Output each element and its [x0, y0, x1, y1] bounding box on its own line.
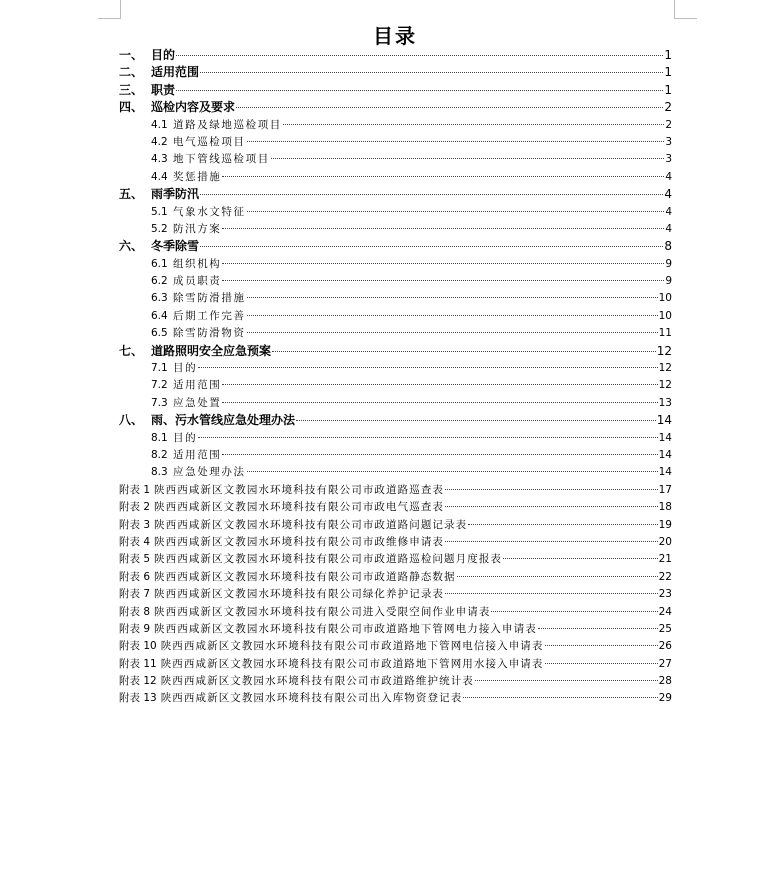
dot-leader [222, 454, 657, 455]
toc-entry[interactable] [119, 186, 672, 203]
toc-entry-number: 附表 11 [119, 657, 157, 670]
toc-entry[interactable] [119, 308, 672, 325]
toc-entry[interactable] [119, 238, 672, 255]
toc-entry-number: 4.2 [151, 135, 168, 148]
dot-leader [247, 211, 665, 212]
toc-entry-text: 成员职责 [173, 275, 222, 288]
toc-page-number: 14 [656, 413, 672, 428]
dot-leader [200, 72, 663, 73]
toc-page-number: 9 [665, 275, 672, 288]
toc-entry-number: 7.2 [151, 379, 168, 392]
toc-entry-label [119, 517, 467, 534]
toc-page-number: 10 [658, 309, 672, 322]
toc-entry-label [151, 221, 221, 238]
dot-leader [247, 141, 665, 142]
dot-leader [200, 246, 663, 247]
dot-leader [283, 124, 664, 125]
toc-entry[interactable] [119, 377, 672, 394]
toc-page-number: 4 [665, 222, 672, 235]
toc-page-number: 19 [658, 518, 672, 531]
toc-entry-number: 七、 [119, 343, 144, 358]
toc-entry-number: 6.1 [151, 257, 168, 270]
toc-entry[interactable] [119, 604, 672, 621]
toc-entry-label [119, 656, 544, 673]
dot-leader [247, 297, 658, 298]
toc-page-number: 12 [658, 379, 672, 392]
toc-entry-text: 陕西西咸新区文教园水环境科技有限公司市政道路地下管网电信接入申请表 [160, 640, 544, 653]
toc-entry-text: 应急处理办法 [173, 466, 246, 479]
toc-entry-text: 陕西西咸新区文教园水环境科技有限公司市政道路静态数据 [154, 570, 456, 583]
toc-entry-text: 目的 [173, 362, 198, 375]
toc-entry-number: 6.5 [151, 327, 168, 340]
toc-entry-text: 地下管线巡检项目 [173, 153, 270, 166]
dot-leader [296, 420, 656, 421]
toc-entry-text: 适用范围 [151, 65, 200, 80]
toc-entry-text: 陕西西咸新区文教园水环境科技有限公司绿化养护记录表 [154, 588, 445, 601]
toc-page-number: 1 [664, 48, 672, 62]
toc-entry-number: 附表 5 [119, 553, 151, 566]
toc-entry-text: 道路照明安全应急预案 [151, 343, 272, 358]
toc-entry-label [119, 343, 271, 360]
toc-entry[interactable] [119, 64, 672, 81]
toc-entry-text: 陕西西咸新区文教园水环境科技有限公司市政道路问题记录表 [154, 518, 468, 531]
toc-entry-label [151, 464, 246, 481]
toc-entry-text: 陕西西咸新区文教园水环境科技有限公司市政道路维护统计表 [160, 675, 474, 688]
toc-page-number: 4 [665, 205, 672, 218]
toc-page-number: 1 [664, 82, 672, 97]
toc-entry-label [151, 377, 221, 394]
toc-entry-label [119, 551, 502, 568]
margin-corner-mark [674, 0, 697, 19]
toc-entry-text: 除雪防滑物资 [173, 327, 246, 340]
toc-entry[interactable] [119, 482, 672, 499]
toc-entry-label [119, 690, 462, 707]
toc-entry[interactable] [119, 204, 672, 221]
toc-entry-text: 冬季除雪 [151, 239, 200, 254]
toc-entry-label [119, 638, 544, 655]
toc-entry[interactable] [119, 290, 672, 307]
dot-leader [247, 315, 658, 316]
toc-entry-number: 附表 1 [119, 483, 151, 496]
toc-entry-label [151, 256, 221, 273]
dot-leader [445, 593, 658, 594]
toc-page-number: 17 [658, 483, 672, 496]
toc-entry-number: 6.3 [151, 292, 168, 305]
toc-entry[interactable] [119, 586, 672, 603]
toc-entry-number: 附表 4 [119, 535, 151, 548]
toc-entry[interactable] [119, 638, 672, 655]
toc-page-number: 12 [658, 362, 672, 375]
toc-entry-text: 雨、污水管线应急处理办法 [151, 413, 296, 428]
dot-leader [545, 663, 658, 664]
toc-title: 目录 [373, 24, 417, 48]
toc-entry-number: 二、 [119, 65, 144, 80]
toc-entry-number: 五、 [119, 187, 144, 202]
toc-page-number: 14 [658, 448, 672, 461]
toc-entry-text: 电气巡检项目 [173, 135, 246, 148]
toc-entry-text: 道路及绿地巡检项目 [173, 118, 282, 131]
toc-entry[interactable] [119, 430, 672, 447]
toc-entry-number: 5.1 [151, 205, 168, 218]
dot-leader [271, 158, 665, 159]
toc-entry[interactable] [119, 534, 672, 551]
toc-page-number: 1 [664, 65, 672, 80]
toc-page-number: 8 [664, 239, 672, 254]
dot-leader [457, 576, 658, 577]
toc-page-number: 25 [658, 622, 672, 635]
toc-entry-label [151, 395, 221, 412]
toc-page-number: 2 [665, 118, 672, 131]
toc-entry-label [151, 290, 246, 307]
toc-entry[interactable] [119, 551, 672, 568]
toc-entry-number: 附表 6 [119, 570, 151, 583]
toc-entry-label [119, 99, 235, 116]
toc-entry[interactable] [119, 395, 672, 412]
dot-leader [198, 437, 657, 438]
toc-entry-number: 附表 3 [119, 518, 151, 531]
toc-entry-number: 6.2 [151, 275, 168, 288]
toc-entry-label [151, 151, 270, 168]
toc-entry[interactable] [119, 169, 672, 186]
toc-entry-text: 雨季防汛 [151, 187, 200, 202]
toc-entry[interactable] [119, 569, 672, 586]
toc-page-number: 26 [658, 640, 672, 653]
toc-entry-label [119, 673, 474, 690]
toc-entry[interactable] [119, 464, 672, 481]
dot-leader [545, 645, 658, 646]
toc-entry[interactable] [119, 673, 672, 690]
toc-entry-text: 陕西西咸新区文教园水环境科技有限公司出入库物资登记表 [160, 692, 463, 705]
toc-entry-number: 4.1 [151, 118, 168, 131]
toc-entry-text: 陕西西咸新区文教园水环境科技有限公司市政电气巡查表 [154, 501, 445, 514]
toc-entry-number: 附表 7 [119, 588, 151, 601]
dot-leader [538, 628, 658, 629]
toc-entry-label [151, 204, 246, 221]
toc-entry-text: 应急处置 [173, 396, 222, 409]
toc-entry-label [119, 82, 175, 99]
dot-leader [491, 611, 657, 612]
dot-leader [176, 55, 663, 56]
toc-page-number: 12 [656, 343, 672, 358]
dot-leader [222, 384, 657, 385]
toc-entry-number: 8.3 [151, 466, 168, 479]
dot-leader [222, 263, 664, 264]
toc-entry-label [151, 430, 197, 447]
toc-entry[interactable] [119, 499, 672, 516]
toc-entry-number: 4.4 [151, 170, 168, 183]
toc-entry-number: 附表 12 [119, 675, 157, 688]
toc-page-number: 3 [665, 153, 672, 166]
toc-entry[interactable] [119, 656, 672, 673]
toc-entry[interactable] [119, 360, 672, 377]
toc-entry-text: 目的 [173, 431, 198, 444]
toc-entry[interactable] [119, 343, 672, 360]
toc-entry[interactable] [119, 412, 672, 429]
toc-entry-text: 目的 [151, 48, 176, 62]
toc-entry-number: 6.4 [151, 309, 168, 322]
toc-page-number: 20 [658, 535, 672, 548]
toc-entry-number: 八、 [119, 413, 144, 428]
toc-page-number: 18 [658, 501, 672, 514]
toc-entry-text: 陕西西咸新区文教园水环境科技有限公司进入受限空间作业申请表 [154, 605, 491, 618]
toc-entry-label [151, 325, 246, 342]
toc-entry-text: 陕西西咸新区文教园水环境科技有限公司市政道路地下管网用水接入申请表 [160, 657, 544, 670]
toc-entry-label [151, 273, 221, 290]
toc-entry-text: 除雪防滑措施 [173, 292, 246, 305]
table-of-contents [119, 47, 672, 708]
toc-entry[interactable] [119, 99, 672, 116]
toc-page-number: 29 [658, 692, 672, 705]
toc-page-number: 11 [658, 327, 672, 340]
toc-entry-label [119, 569, 456, 586]
margin-corner-mark [98, 0, 121, 19]
toc-entry-label [119, 412, 295, 429]
toc-page-number: 27 [658, 657, 672, 670]
toc-page-number: 14 [658, 466, 672, 479]
toc-entry-number: 附表 13 [119, 692, 157, 705]
toc-entry-number: 附表 2 [119, 501, 151, 514]
dot-leader [200, 194, 663, 195]
toc-entry[interactable] [119, 325, 672, 342]
toc-entry-text: 后期工作完善 [173, 309, 246, 322]
toc-entry-label [119, 604, 490, 621]
toc-page-number: 24 [658, 605, 672, 618]
dot-leader [463, 697, 657, 698]
dot-leader [468, 524, 657, 525]
toc-entry-label [119, 586, 444, 603]
toc-entry-label [151, 117, 282, 134]
dot-leader [445, 489, 658, 490]
toc-entry-text: 职责 [151, 82, 176, 97]
toc-page-number: 22 [658, 570, 672, 583]
toc-entry-text: 巡检内容及要求 [151, 100, 236, 115]
toc-entry[interactable] [119, 134, 672, 151]
dot-leader [445, 506, 658, 507]
toc-entry-number: 四、 [119, 100, 144, 115]
toc-entry-number: 8.1 [151, 431, 168, 444]
toc-entry-number: 三、 [119, 82, 144, 97]
toc-page-number: 4 [664, 187, 672, 202]
toc-entry-number: 7.1 [151, 362, 168, 375]
toc-entry[interactable] [119, 447, 672, 464]
toc-entry-number: 附表 8 [119, 605, 151, 618]
toc-entry-label [151, 134, 246, 151]
toc-page-number: 23 [658, 588, 672, 601]
toc-entry[interactable] [119, 47, 672, 64]
dot-leader [176, 90, 663, 91]
toc-page-number: 21 [658, 553, 672, 566]
dot-leader [198, 367, 657, 368]
toc-entry[interactable] [119, 517, 672, 534]
toc-entry-label [151, 169, 221, 186]
toc-entry-text: 陕西西咸新区文教园水环境科技有限公司市政道路地下管网电力接入申请表 [154, 622, 537, 635]
dot-leader [272, 351, 656, 352]
toc-entry-text: 气象水文特征 [173, 205, 246, 218]
dot-leader [222, 402, 657, 403]
toc-entry-label [119, 621, 537, 638]
toc-entry-label [151, 447, 221, 464]
toc-page-number: 9 [665, 257, 672, 270]
dot-leader [236, 107, 663, 108]
toc-page-number: 14 [658, 431, 672, 444]
toc-entry[interactable] [119, 256, 672, 273]
dot-leader [475, 680, 658, 681]
toc-entry[interactable] [119, 621, 672, 638]
toc-entry-number: 4.3 [151, 153, 168, 166]
toc-entry[interactable] [119, 117, 672, 134]
toc-entry[interactable] [119, 221, 672, 238]
toc-entry-number: 一、 [119, 48, 144, 62]
toc-page-number: 4 [665, 170, 672, 183]
toc-entry-label [119, 482, 444, 499]
dot-leader [222, 176, 664, 177]
toc-page-number: 2 [664, 100, 672, 115]
toc-entry-label [151, 360, 197, 377]
toc-page-number: 13 [658, 396, 672, 409]
toc-entry-text: 适用范围 [173, 448, 222, 461]
toc-entry-label [119, 186, 199, 203]
toc-entry-text: 防汛方案 [173, 222, 222, 235]
dot-leader [222, 228, 664, 229]
toc-entry-number: 5.2 [151, 222, 168, 235]
toc-entry-label [119, 534, 444, 551]
toc-entry-text: 陕西西咸新区文教园水环境科技有限公司市政道路巡查表 [154, 483, 445, 496]
toc-entry-label [151, 308, 246, 325]
toc-entry-text: 适用范围 [173, 379, 222, 392]
dot-leader [247, 332, 658, 333]
toc-entry-label [119, 47, 175, 64]
toc-page-number: 10 [658, 292, 672, 305]
toc-entry-label [119, 499, 444, 516]
toc-entry-label [119, 238, 199, 255]
toc-entry-number: 8.2 [151, 448, 168, 461]
toc-entry-number: 7.3 [151, 396, 168, 409]
dot-leader [222, 280, 664, 281]
toc-entry-text: 陕西西咸新区文教园水环境科技有限公司市政维修申请表 [154, 535, 445, 548]
dot-leader [247, 471, 658, 472]
toc-entry[interactable] [119, 151, 672, 168]
toc-entry-number: 附表 9 [119, 622, 151, 635]
toc-entry-text: 奖惩措施 [173, 170, 222, 183]
toc-entry[interactable] [119, 82, 672, 99]
toc-entry[interactable] [119, 690, 672, 707]
toc-page-number: 3 [665, 135, 672, 148]
dot-leader [445, 541, 658, 542]
toc-entry-text: 组织机构 [173, 257, 222, 270]
toc-entry-text: 陕西西咸新区文教园水环境科技有限公司市政道路巡检问题月度报表 [154, 553, 503, 566]
toc-entry-number: 附表 10 [119, 640, 157, 653]
toc-entry-number: 六、 [119, 239, 144, 254]
toc-entry-label [119, 64, 199, 81]
toc-entry[interactable] [119, 273, 672, 290]
dot-leader [503, 558, 658, 559]
toc-page-number: 28 [658, 675, 672, 688]
